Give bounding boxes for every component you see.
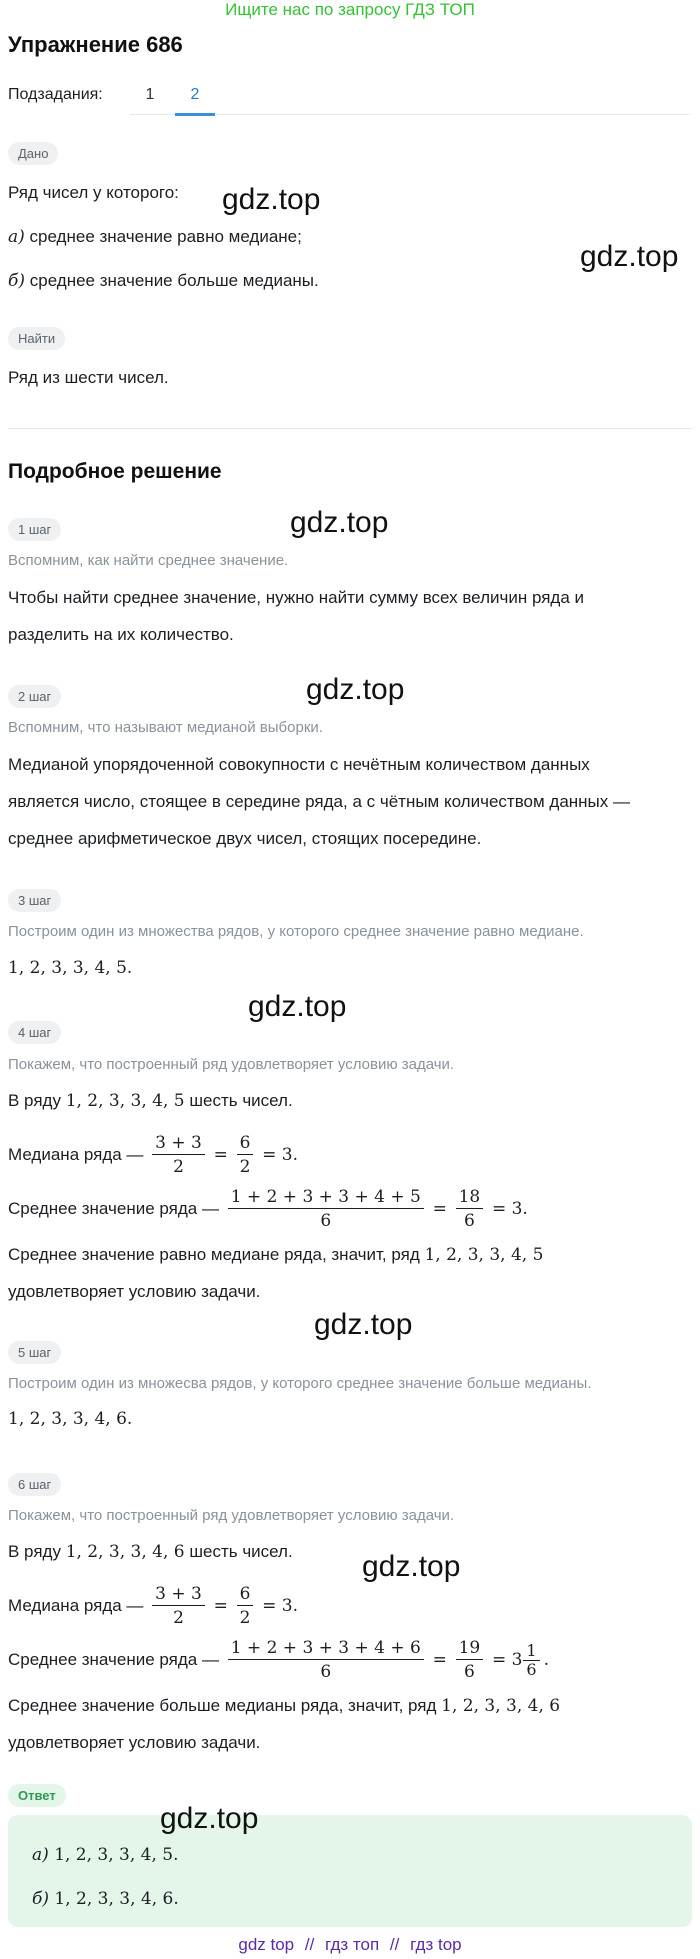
bottom-link-gdz-top-mixed[interactable]: гдз top bbox=[410, 1935, 462, 1954]
step-4-hint: Покажем, что построенный ряд удовлетворяет условию задачи. bbox=[8, 1056, 455, 1073]
step-4-conclusion-text: Среднее значение равно медиане ряда, значит, ряд bbox=[8, 1245, 420, 1264]
watermark: gdz.top bbox=[222, 183, 321, 216]
step-6-median-result: = 3. bbox=[262, 1596, 299, 1616]
step-4-median-fraction bbox=[152, 1132, 205, 1179]
step-4-chip: 4 шаг bbox=[8, 1021, 61, 1044]
watermark: gdz.top bbox=[314, 1308, 413, 1341]
fraction-numerator: 1 + 2 + 3 + 3 + 4 + 6 bbox=[230, 1638, 421, 1659]
fraction-denominator: 2 bbox=[152, 1154, 205, 1179]
subtask-tab-2[interactable]: 2 bbox=[190, 86, 200, 103]
fraction-numerator: 1 bbox=[526, 1641, 537, 1661]
step-6-median-fraction-2 bbox=[237, 1583, 254, 1630]
step-6-six: шесть чисел. bbox=[189, 1542, 293, 1561]
step-6-mean bbox=[8, 1632, 692, 1688]
step-4-six: шесть чисел. bbox=[189, 1091, 293, 1110]
step-4-in-row: В ряду bbox=[8, 1091, 61, 1110]
watermark: gdz.top bbox=[362, 1550, 461, 1583]
fraction-numerator: 1 + 2 + 3 + 3 + 4 + 5 bbox=[230, 1187, 421, 1208]
step-3-series: 1, 2, 3, 3, 4, 5. bbox=[8, 958, 133, 978]
step-6-mean-fraction bbox=[228, 1637, 424, 1684]
step-4-conclusion-line-1 bbox=[8, 1237, 692, 1273]
step-3-hint: Построим один из множества рядов, у которого среднее значение равно медиане. bbox=[8, 923, 584, 940]
equals-sign: = bbox=[432, 1650, 447, 1670]
step-4-median-result: = 3. bbox=[262, 1145, 299, 1165]
step-6-mean-fraction-2 bbox=[456, 1637, 484, 1684]
equals-sign: = bbox=[213, 1145, 228, 1165]
step-2-line-1: Медианой упорядоченной совокупности с нечётным количеством данных bbox=[8, 755, 590, 774]
answer-b bbox=[32, 1881, 672, 1917]
step-6-series: 1, 2, 3, 3, 4, 6 bbox=[65, 1542, 185, 1562]
given-a-mark: а) bbox=[8, 227, 25, 247]
page-title: Упражнение 686 bbox=[8, 32, 183, 57]
step-4-mean bbox=[8, 1181, 692, 1237]
given-b-text: среднее значение больше медианы. bbox=[29, 271, 319, 290]
step-1-line-1: Чтобы найти среднее значение, нужно найти сумму всех величин ряда и bbox=[8, 588, 585, 607]
step-6-median bbox=[8, 1578, 692, 1634]
step-4-mean-fraction bbox=[228, 1186, 424, 1233]
step-4-mean-label: Среднее значение ряда — bbox=[8, 1199, 219, 1218]
given-a-text: среднее значение равно медиане; bbox=[29, 227, 302, 246]
fraction-denominator: 2 bbox=[237, 1154, 254, 1179]
fraction-denominator: 6 bbox=[228, 1208, 424, 1233]
answer-a bbox=[32, 1837, 672, 1873]
fraction-denominator: 6 bbox=[456, 1659, 484, 1684]
fraction-numerator: 6 bbox=[239, 1133, 251, 1154]
fraction-numerator: 18 bbox=[458, 1187, 481, 1208]
step-4-row-count bbox=[8, 1083, 692, 1119]
step-6-mean-label: Среднее значение ряда — bbox=[8, 1650, 219, 1669]
step-6-conclusion-text: Среднее значение больше медианы ряда, значит, ряд bbox=[8, 1696, 437, 1715]
watermark: gdz.top bbox=[580, 240, 679, 273]
step-2-line-2: является число, стоящее в середине ряда, а с чётным количеством данных — bbox=[8, 792, 630, 811]
answer-a-series: 1, 2, 3, 3, 4, 5. bbox=[54, 1845, 179, 1865]
step-2-line-3: среднее арифметическое двух чисел, стоящих посередине. bbox=[8, 829, 482, 848]
answer-chip: Ответ bbox=[8, 1784, 66, 1807]
step-4-series: 1, 2, 3, 3, 4, 5 bbox=[65, 1091, 185, 1111]
equals-sign: = bbox=[432, 1199, 447, 1219]
given-line: Ряд чисел у которого: bbox=[8, 183, 179, 202]
step-4-median bbox=[8, 1127, 692, 1183]
step-6-hint: Покажем, что построенный ряд удовлетворяет условию задачи. bbox=[8, 1507, 455, 1524]
bottom-link-gdz-top-ru[interactable]: гдз топ bbox=[325, 1935, 380, 1954]
top-banner[interactable]: Ищите нас по запросу ГДЗ ТОП bbox=[225, 0, 475, 19]
step-4-conclusion-line-2: удовлетворяет условию задачи. bbox=[8, 1282, 261, 1301]
answer-b-series: 1, 2, 3, 3, 4, 6. bbox=[54, 1889, 179, 1909]
bottom-links bbox=[0, 1935, 700, 1955]
step-6-conclusion-line-2: удовлетворяет условию задачи. bbox=[8, 1733, 261, 1752]
subtasks-label: Подзадания: bbox=[8, 86, 103, 103]
step-5-chip: 5 шаг bbox=[8, 1341, 61, 1364]
watermark: gdz.top bbox=[306, 673, 405, 706]
step-6-conclusion-series: 1, 2, 3, 3, 4, 6 bbox=[441, 1696, 561, 1716]
bottom-link-separator: // bbox=[304, 1935, 315, 1954]
period: . bbox=[543, 1650, 550, 1670]
step-4-mean-result: = 3. bbox=[491, 1199, 528, 1219]
step-6-median-label: Медиана ряда — bbox=[8, 1596, 144, 1615]
step-6-mean-eq2: = 3 bbox=[491, 1650, 523, 1670]
fraction-numerator: 19 bbox=[458, 1638, 481, 1659]
watermark: gdz.top bbox=[160, 1802, 259, 1835]
step-2-hint: Вспомним, что называют медианой выборки. bbox=[8, 719, 323, 736]
step-6-row-count bbox=[8, 1534, 692, 1570]
solution-title: Подробное решение bbox=[8, 460, 222, 483]
step-6-in-row: В ряду bbox=[8, 1542, 61, 1561]
step-4-conclusion-series: 1, 2, 3, 3, 4, 5 bbox=[424, 1245, 544, 1265]
watermark: gdz.top bbox=[290, 506, 389, 539]
fraction-denominator: 6 bbox=[228, 1659, 424, 1684]
step-6-conclusion-line-1 bbox=[8, 1688, 692, 1724]
bottom-link-separator: // bbox=[389, 1935, 400, 1954]
fraction-numerator: 6 bbox=[239, 1584, 251, 1605]
subtask-tab-active-indicator bbox=[175, 113, 215, 116]
bottom-link-gdz-top[interactable]: gdz top bbox=[238, 1935, 295, 1954]
fraction-denominator: 2 bbox=[152, 1605, 205, 1630]
step-6-chip: 6 шаг bbox=[8, 1473, 61, 1496]
fraction-denominator: 6 bbox=[523, 1660, 539, 1679]
given-chip: Дано bbox=[8, 142, 58, 165]
step-4-mean-fraction-2 bbox=[456, 1186, 484, 1233]
fraction-denominator: 6 bbox=[456, 1208, 484, 1233]
subtask-tab-1[interactable]: 1 bbox=[145, 86, 155, 103]
find-chip: Найти bbox=[8, 327, 65, 350]
find-text: Ряд из шести чисел. bbox=[8, 368, 169, 387]
step-6-median-fraction bbox=[152, 1583, 205, 1630]
step-4-median-fraction-2 bbox=[237, 1132, 254, 1179]
step-1-line-2: разделить на их количество. bbox=[8, 625, 234, 644]
watermark: gdz.top bbox=[248, 990, 347, 1023]
fraction-numerator: 3 + 3 bbox=[155, 1584, 202, 1605]
section-divider bbox=[8, 428, 692, 429]
step-6-mixed-fraction bbox=[523, 1642, 539, 1679]
step-4-median-label: Медиана ряда — bbox=[8, 1145, 144, 1164]
step-1-hint: Вспомним, как найти среднее значение. bbox=[8, 552, 289, 569]
given-b-mark: б) bbox=[8, 271, 26, 291]
equals-sign: = bbox=[213, 1596, 228, 1616]
step-2-chip: 2 шаг bbox=[8, 685, 61, 708]
fraction-denominator: 2 bbox=[237, 1605, 254, 1630]
step-5-hint: Построим один из множесва рядов, у которого среднее значение больше медианы. bbox=[8, 1375, 592, 1392]
fraction-numerator: 3 + 3 bbox=[155, 1133, 202, 1154]
answer-a-mark: а) bbox=[32, 1845, 49, 1865]
step-5-series: 1, 2, 3, 3, 4, 6. bbox=[8, 1409, 133, 1429]
step-3-chip: 3 шаг bbox=[8, 889, 61, 912]
answer-b-mark: б) bbox=[32, 1889, 50, 1909]
step-1-chip: 1 шаг bbox=[8, 518, 61, 541]
